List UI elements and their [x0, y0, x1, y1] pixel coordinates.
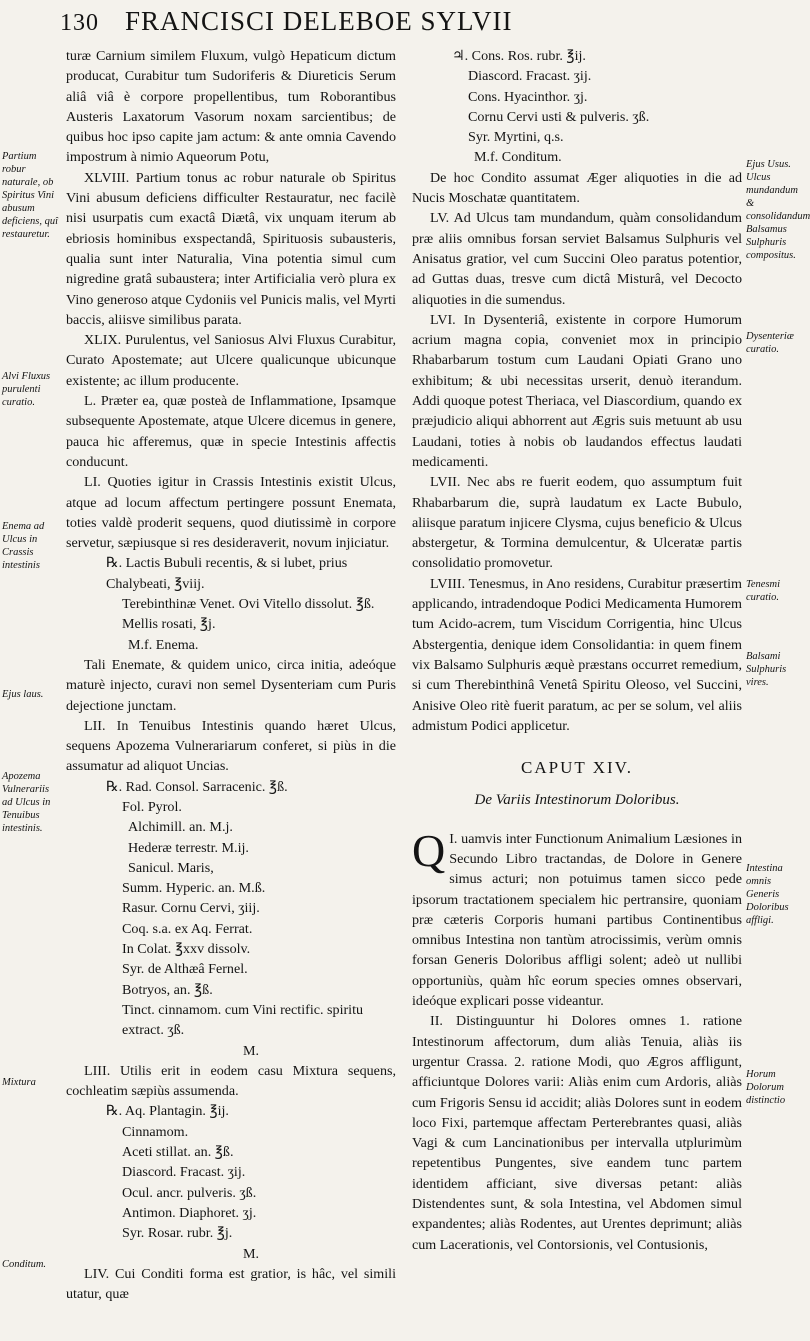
paragraph	[412, 87, 742, 107]
paragraph-text: LI. Quoties igitur in Crassis Intestinis existit Ulcus, atque ad locum affectum pertingere possunt Enemata, toties valdè proderit sequens, quod diutissimè in corpore servetur, sæpiusque si res desideraverit, novum injiciatur.	[66, 474, 396, 552]
paragraph	[412, 127, 742, 147]
paragraph-text: Botryos, an. ℥ß.	[122, 981, 213, 998]
paragraph-text: LIII. Utilis erit in eodem casu Mixtura sequens, cochleatim sæpiùs assumenda.	[66, 1062, 396, 1100]
paragraph-text: Antimon. Diaphoret. ʒj.	[122, 1204, 257, 1221]
left-column	[66, 46, 396, 1304]
paragraph-text: De hoc Condito assumat Æger aliquoties in die ad Nucis Moschatæ quantitatem.	[412, 169, 742, 207]
drop-cap: Q	[412, 824, 446, 876]
paragraph-text: Diascord. Fracast. ʒij.	[468, 68, 592, 85]
paragraph	[66, 1041, 396, 1061]
paragraph	[66, 594, 396, 614]
margin-note: Horum Dolorum distinctio	[746, 1069, 786, 1106]
paragraph	[66, 1244, 396, 1264]
paragraph	[412, 46, 742, 66]
paragraph-text: In Colat. ℥xxv dissolv.	[122, 941, 251, 958]
chapter-subtitle: De Variis Intestinorum Doloribus.	[474, 792, 680, 809]
running-title: FRANCISCI DELEBOE SYLVII	[125, 6, 513, 36]
paragraph-text: ℞. Rad. Consol. Sarracenic. ℥ß.	[106, 778, 288, 795]
paragraph-text: Sanicul. Maris,	[128, 859, 214, 876]
paragraph-text: XLIX. Purulentus, vel Saniosus Alvi Fluxus Curabitur, Curato Apostemate; aut Ulcere qualicunque ubicunque existente; ac illum producente.	[66, 332, 396, 389]
paragraph-text: Cons. Hyacinthor. ʒj.	[468, 88, 588, 105]
paragraph	[66, 817, 396, 837]
paragraph-text: LII. In Tenuibus Intestinis quando hæret Ulcus, sequens Apozema Vulnerariarum conferet, si piùs in die assumatur ad aliquot Uncias.	[66, 717, 396, 775]
paragraph-text: Tali Enemate, & quidem unico, circa initia, adeóque maturè injecto, curavi non semel Dysenteriam cum Puris dejectione junctam.	[66, 656, 396, 714]
paragraph-text: turæ Carnium similem Fluxum, vulgò Hepaticum dictum producat, Curabitur tum Sudoriferis & Diureticis Serum aliâ viâ è corpore propellentibus, tum Roborantibus Austeris Laxatorum Vasorum noxam sarcientibus; de quibus hoc ipso capite jam actum: & ante omnia Cavendo impostrum à nimio Aqueorum Potu,	[66, 48, 396, 166]
margin-note: Apozema Vulnerariis ad Ulcus in Tenuibus intestinis.	[2, 771, 51, 834]
paragraph-text: Rasur. Cornu Cervi, ʒiij.	[122, 900, 260, 917]
paragraph	[412, 66, 742, 86]
margin-note: Ejus Usus. Ulcus mundandum & consolidandum Balsamus Sulphuris compositus.	[746, 159, 810, 261]
paragraph-text: Terebinthinæ Venet. Ovi Vitello dissolut. ℥ß.	[122, 596, 375, 613]
paragraph	[66, 46, 396, 168]
paragraph	[66, 168, 396, 330]
paragraph-text: LIV. Cui Conditi forma est gratior, is hâc, vel simili utatur, quæ	[66, 1265, 396, 1303]
paragraph	[412, 208, 742, 309]
paragraph-text: Aceti stillat. an. ℥ß.	[122, 1144, 234, 1161]
right-column-bottom	[412, 824, 742, 1255]
paragraph	[66, 1101, 396, 1121]
margin-note: Partium robur naturale, ob Spiritus Vini abusum deficiens, quî restauretur.	[2, 151, 58, 240]
paragraph-text: M.	[242, 1245, 260, 1262]
paragraph-text: ℞. Lactis Bubuli recentis, & si lubet, prius Chalybeati, ℥viij.	[106, 555, 348, 592]
paragraph-text: L. Præter ea, quæ posteà de Inflammatione, Ipsamque subsequente Apostemate, atque Ulcere dicemus in genere, pauca hic afferemus, quæ in specie Intestinis affectis conducunt.	[66, 393, 396, 470]
paragraph-text: Hederæ terrestr. M.ij.	[128, 839, 249, 856]
paragraph	[66, 959, 396, 979]
paragraph-text: Ocul. ancr. pulveris. ʒß.	[122, 1184, 257, 1201]
paragraph	[66, 472, 396, 553]
paragraph-text: Summ. Hyperic. an. M.ß.	[122, 880, 266, 897]
paragraph-text: ℞. Aq. Plantagin. ℥ij.	[106, 1103, 229, 1120]
paragraph	[412, 107, 742, 127]
paragraph	[412, 824, 742, 1012]
paragraph	[66, 716, 396, 777]
paragraph	[66, 1142, 396, 1162]
paragraph-text: LVIII. Tenesmus, in Ano residens, Curabitur præsertim applicando, intradendoque Podici Medicamenta Humorem tum Acido-acrem, tum Viscidum Corrigentia, hinc Ulcus Abstergentia, denique idem Consolidantia: in quem finem vix Balsamo Sulphuris æquè præstans occurret remedium, si cum Therebinthinâ Venetâ Spiritu Oleoso, vel Succini, Anisive Oleo ritè fuerit paratum, ac per se solum, vel aliis admistum Podici applicetur.	[412, 575, 742, 734]
paragraph	[412, 310, 742, 472]
margin-note: Dysenteriæ curatio.	[746, 331, 794, 355]
paragraph	[66, 919, 396, 939]
paragraph-text: LVI. In Dysenteriâ, existente in corpore Humorum acrium magna copia, conveniet mox in principio Rhabarbarum tostum cum Laudani Opiati Grano uno exhibitum; & ubi necessitas urserit, denuò iterandum. Addi quoque potest Theriaca, vel Diascordium, quando ex præjudicio aliqui abhorrent aut Ægris suis metuunt ab usu Laudani, toties à nobis ob laudandos effectus laudati medicamenti.	[412, 311, 742, 470]
paragraph	[412, 1011, 742, 1255]
margin-note: Tenesmi curatio.	[746, 579, 781, 603]
paragraph-text: Coq. s.a. ex Aq. Ferrat.	[122, 920, 253, 937]
paragraph	[66, 553, 396, 594]
paragraph	[66, 1183, 396, 1203]
paragraph-text: Syr. Myrtini, q.s.	[468, 129, 564, 146]
paragraph-text: Mellis rosati, ℥j.	[122, 616, 216, 633]
paragraph-text: II. Distinguuntur hi Dolores omnes 1. ratione Intestinorum affectorum, dum aliàs Tenuia, aliàs iis urgentur Crassa. 2. ratione Modi, quo Ægros affligunt, afficiuntque Dolores varii: Aliàs enim cum Ardoris, aliàs cum Frigoris Sensu id accidit; aliàs Dolores sunt in eodem loco Fixi, partemque affectam Perterebrantes quasi, aliàs Vagi & cum Lancinationibus per intervalla utplurimùm repetentibus Pungentes, sive eandem tunc partem identidem afficiant, sive diversas petant: aliàs Distendentes sunt, & sola Intestina, vel Abdomen simul expandentes; aliàs Rodentes, aut Urentes deprimunt; aliàs cum Lacerationis, vel Contorsionis, vel Contusionis,	[412, 1013, 742, 1253]
margin-note: Balsami Sulphuris vires.	[746, 651, 787, 688]
paragraph-text: Syr. de Althæâ Fernel.	[122, 961, 248, 978]
margin-note: Alvi Fluxus purulenti curatio.	[2, 371, 51, 408]
paragraph	[66, 1223, 396, 1243]
paragraph	[66, 878, 396, 898]
paragraph	[66, 635, 396, 655]
paragraph-text: Tinct. cinnamom. cum Vini rectific. spiritu extract. ʒß.	[122, 1001, 364, 1039]
margin-note: Intestina omnis Generis Doloribus affligi.	[746, 863, 789, 926]
paragraph	[66, 330, 396, 391]
paragraph-text: LVII. Nec abs re fuerit eodem, quo assumptum fuit Rhabarbarum die, suprà laudatum ex Lacte Bubulo, aliisque paratum injicere Clysma, cujus beneficio & Ulcus abstergetur, & Tormina demulcentur, & Ulceratæ partis consolidatio promovetur.	[412, 474, 742, 572]
margin-note: Ejus laus.	[2, 689, 44, 700]
paragraph	[66, 898, 396, 918]
paragraph	[66, 1122, 396, 1142]
paragraph	[66, 391, 396, 472]
margin-note: Mixtura	[2, 1077, 36, 1088]
paragraph	[412, 168, 742, 209]
margin-note: Conditum.	[2, 1259, 47, 1270]
paragraph	[66, 838, 396, 858]
paragraph-text: Alchimill. an. M.j.	[128, 819, 233, 836]
margin-note: Enema ad Ulcus in Crassis intestinis	[2, 521, 45, 571]
paragraph-text: LV. Ad Ulcus tam mundandum, quàm consolidandum præ aliis omnibus forsan serviet Balsamus Sulphuris vel Anisatus gratior, vel cum Succini Oleo paratus potentior, ad Guttas duas, tresve cum dictâ Misturâ, vel Decocto aliquoties in die sumendus.	[412, 210, 742, 308]
paragraph-text: Cornu Cervi usti & pulveris. ʒß.	[468, 108, 650, 125]
paragraph-text: M.f. Enema.	[128, 636, 199, 653]
paragraph	[66, 655, 396, 716]
right-column	[412, 46, 742, 1255]
paragraph	[412, 472, 742, 573]
page-number: 130	[60, 10, 99, 36]
paragraph	[412, 574, 742, 736]
paragraph	[66, 1000, 396, 1041]
paragraph	[66, 1203, 396, 1223]
paragraph-text: M.f. Conditum.	[474, 149, 562, 166]
paragraph	[66, 1162, 396, 1182]
paragraph	[66, 614, 396, 634]
page-header	[60, 6, 750, 46]
chapter-title: CAPUT XIV.	[521, 758, 633, 778]
paragraph-text: I. uamvis inter Functionum Animalium Læsiones in Secundo Libro tractandas, de Dolore in Genere simus acturi; non potuimus tamen sicco pede ipsorum tractationem specialem hic pertransire, quoniam præ cæteris Corporis humani partibus Continentibus omnibus Intestina non tantùm atrocissimis, verùm omnis forsan Generis Doloribus affligi solent; adeò ut nullibi opportuniùs, quàm hîc eorum species omnes observari, ideóque explicari posse videantur.	[412, 830, 742, 1010]
paragraph-text: Diascord. Fracast. ʒij.	[122, 1164, 246, 1181]
paragraph	[66, 980, 396, 1000]
paragraph	[412, 147, 742, 167]
paragraph-text: Fol. Pyrol.	[122, 798, 182, 815]
paragraph	[66, 797, 396, 817]
right-column-top	[412, 46, 742, 736]
paragraph-text: XLVIII. Partium tonus ac robur naturale ob Spiritus Vini abusum deficiens difficulter Restauratur, nec facilè nisi usurpatis cum exactâ Diætâ, vix unquam iterum ab ebriosis hominibus exspectandâ, Spirituosis subausteris, qualia sunt inter Naturalia, Vina potentia simul cum nigredine gratâ subaustera; inter Artificialia verò plura ex Vino generoso atque Cydoniis vel Punicis malis, vel Myrti baccis, aliisve similibus parata.	[66, 169, 396, 328]
paragraph	[66, 1264, 396, 1305]
paragraph	[66, 777, 396, 797]
paragraph-text: M.	[242, 1042, 260, 1059]
paragraph-text: Cinnamom.	[122, 1123, 189, 1140]
paragraph	[66, 939, 396, 959]
paragraph-text: ♃. Cons. Ros. rubr. ℥ij.	[452, 48, 586, 64]
paragraph-text: Syr. Rosar. rubr. ℥j.	[122, 1225, 233, 1242]
paragraph	[66, 858, 396, 878]
paragraph	[66, 1061, 396, 1102]
